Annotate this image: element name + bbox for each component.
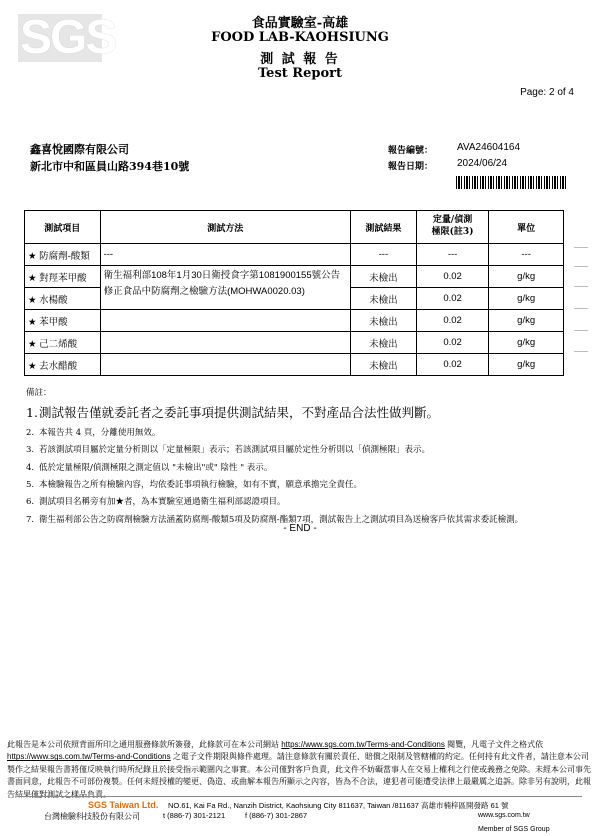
barcode — [456, 176, 566, 189]
cell-unit: g/kg — [489, 288, 564, 310]
client-address: 新北市中和區員山路394巷10號 — [30, 160, 190, 173]
end-marker: - END - — [283, 523, 317, 534]
report-date: 2024/06/24 — [457, 158, 508, 169]
cell-result: 未檢出 — [350, 266, 416, 288]
cell-loq: 0.02 — [416, 332, 488, 354]
note-item — [26, 496, 581, 508]
footer-company-zh: 台灣檢驗科技股份有限公司 — [44, 812, 140, 821]
lab-name-zh: 食品實驗室-高雄 — [251, 16, 349, 31]
row-dash — [574, 330, 588, 331]
table-row — [25, 244, 564, 266]
note-item — [26, 462, 581, 474]
report-title-en: Test Report — [258, 66, 342, 81]
header-loq: 定量/偵測 極限(註3) — [416, 211, 488, 244]
header-method: 測試方法 — [100, 211, 350, 244]
page-number: Page: 2 of 4 — [520, 87, 574, 98]
cell-result: 未檢出 — [350, 310, 416, 332]
cell-loq: 0.02 — [416, 354, 488, 376]
note-text: 低於定量極限/偵測極限之測定值以 "未檢出"或" 陰性 " 表示。 — [39, 462, 273, 473]
client-name: 鑫喜悅國際有限公司 — [30, 143, 129, 156]
row-dash — [574, 266, 588, 267]
cell-method-text: 衛生福利部108年1月30日衛授食字第1081900155號公告修正食品中防腐劑之檢驗方法(MOHWA0020.03) — [100, 266, 350, 310]
report-date-label: 報告日期： — [388, 162, 434, 172]
note-text: 測試報告僅就委託者之委託事項提供測試結果，不對產品合法性做判斷。 — [39, 405, 440, 420]
terms-link[interactable]: https://www.sgs.com.tw/Terms-and-Conditions — [281, 740, 445, 749]
table-row — [25, 266, 564, 288]
cell-item: ★ 對羥苯甲酸 — [25, 266, 101, 288]
note-item — [26, 479, 581, 491]
note-item — [26, 404, 581, 422]
row-dash — [574, 351, 588, 352]
cell-unit: g/kg — [489, 332, 564, 354]
notes-title: 備註： — [26, 388, 52, 398]
footer-divider — [18, 796, 582, 797]
cell-loq: 0.02 — [416, 266, 488, 288]
disclaimer-text: 此報告是本公司依照背面所印之通用服務條款所簽發，此條款可在本公司網站 — [7, 740, 282, 749]
cell-loq: --- — [416, 244, 488, 266]
report-title-zh: 測 試 報 告 — [260, 52, 340, 67]
results-table — [24, 210, 564, 376]
cell-result: 未檢出 — [350, 332, 416, 354]
footer-member: Member of SGS Group — [478, 826, 550, 833]
table-header-row — [25, 211, 564, 244]
header-item: 測試項目 — [25, 211, 101, 244]
cell-result: --- — [350, 244, 416, 266]
footer-address: NO.61, Kai Fa Rd., Nanzih District, Kaohsiung City 811637, Taiwan /811637 高雄市楠梓區開發路 61 號 — [168, 801, 509, 810]
report-number-label: 報告編號： — [388, 146, 434, 156]
note-text: 若該測試項目屬於定量分析則以「定量極限」表示；若該測試項目屬於定性分析則以「偵測極限」表示。 — [39, 445, 431, 456]
cell-item: ★ 水楊酸 — [25, 288, 101, 310]
cell-unit: g/kg — [489, 354, 564, 376]
cell-method-empty — [100, 310, 350, 332]
notes-section — [26, 386, 581, 531]
cell-item: ★ 己二烯酸 — [25, 332, 101, 354]
note-text: 本檢驗報告之所有檢驗內容，均依委託事項執行檢驗，如有不實，願意承擔完全責任。 — [39, 480, 363, 491]
note-number: 7. — [26, 514, 35, 525]
disclaimer — [7, 739, 593, 801]
note-number: 4. — [26, 462, 35, 473]
cell-method: --- — [100, 244, 350, 266]
note-item — [26, 427, 581, 439]
note-number: 3. — [26, 445, 35, 456]
cell-item: ★ 苯甲酸 — [25, 310, 101, 332]
note-text: 測試項目名稱旁有加★者，為本實驗室通過衛生福利部認證項目。 — [39, 497, 286, 508]
cell-method-empty — [100, 354, 350, 376]
table-row — [25, 332, 564, 354]
table-row — [25, 354, 564, 376]
footer-website[interactable]: www.sgs.com.tw — [478, 812, 530, 819]
header-result: 測試結果 — [350, 211, 416, 244]
note-number: 2. — [26, 428, 35, 439]
cell-unit: --- — [489, 244, 564, 266]
cell-loq: 0.02 — [416, 288, 488, 310]
terms-link[interactable]: https://www.sgs.com.tw/Terms-and-Conditions — [7, 752, 171, 762]
row-dash — [574, 308, 588, 309]
cell-loq: 0.02 — [416, 310, 488, 332]
cell-item: ★ 防腐劑-酸類 — [25, 244, 101, 266]
cell-unit: g/kg — [489, 266, 564, 288]
cell-result: 未檢出 — [350, 288, 416, 310]
lab-name-en: FOOD LAB-KAOHSIUNG — [211, 30, 389, 45]
footer-phone: t (886-7) 301-2121 — [163, 811, 226, 820]
logo-text: SGS — [20, 11, 116, 64]
disclaimer-text: 之電子文件期限與條件處理。請注意條款有關於責任、賠償之限制及管轄權的約定。任何持有此文件者，請注意本公司製作之結果報告書將僅反映執行時所紀錄且於接受指示範圍內之事實。本公司僅對客戶負責，此文件不妨礙當事人在交易上權利之行使或義務之免除。未經本公司事先書面同意，此報告不可部份複製。任何未經授權的變更、偽造、或曲解本報告所顯示之內容，皆為不合法，違犯者可能遭受法律上最嚴厲之追訴。除非另有說明，此報告結果僅對測試之樣品負責。 — [7, 752, 591, 799]
footer-company-en: SGS Taiwan Ltd. — [88, 800, 159, 810]
row-dash — [574, 286, 588, 287]
note-number: 6. — [26, 497, 35, 508]
note-number: 1. — [26, 405, 38, 420]
cell-unit: g/kg — [489, 310, 564, 332]
note-item — [26, 444, 581, 456]
footer-fax: f (886-7) 301-2867 — [245, 811, 308, 820]
table-row — [25, 310, 564, 332]
header-unit: 單位 — [489, 211, 564, 244]
report-number: AVA24604164 — [457, 142, 521, 153]
cell-item: ★ 去水醋酸 — [25, 354, 101, 376]
note-text: 衛生福利部公告之防腐劑檢驗方法涵蓋防腐劑-酸類5項及防腐劑-酯類7項，測試報告上之測試項目為送檢客戶依其需求委託檢測。 — [39, 514, 524, 525]
cell-result: 未檢出 — [350, 354, 416, 376]
cell-method-empty — [100, 332, 350, 354]
note-text: 本報告共 4 頁，分離使用無效。 — [39, 428, 161, 439]
disclaimer-text: 閱覽，凡電子文件之格式依 — [444, 740, 544, 749]
row-dash — [574, 247, 588, 248]
note-number: 5. — [26, 480, 35, 491]
